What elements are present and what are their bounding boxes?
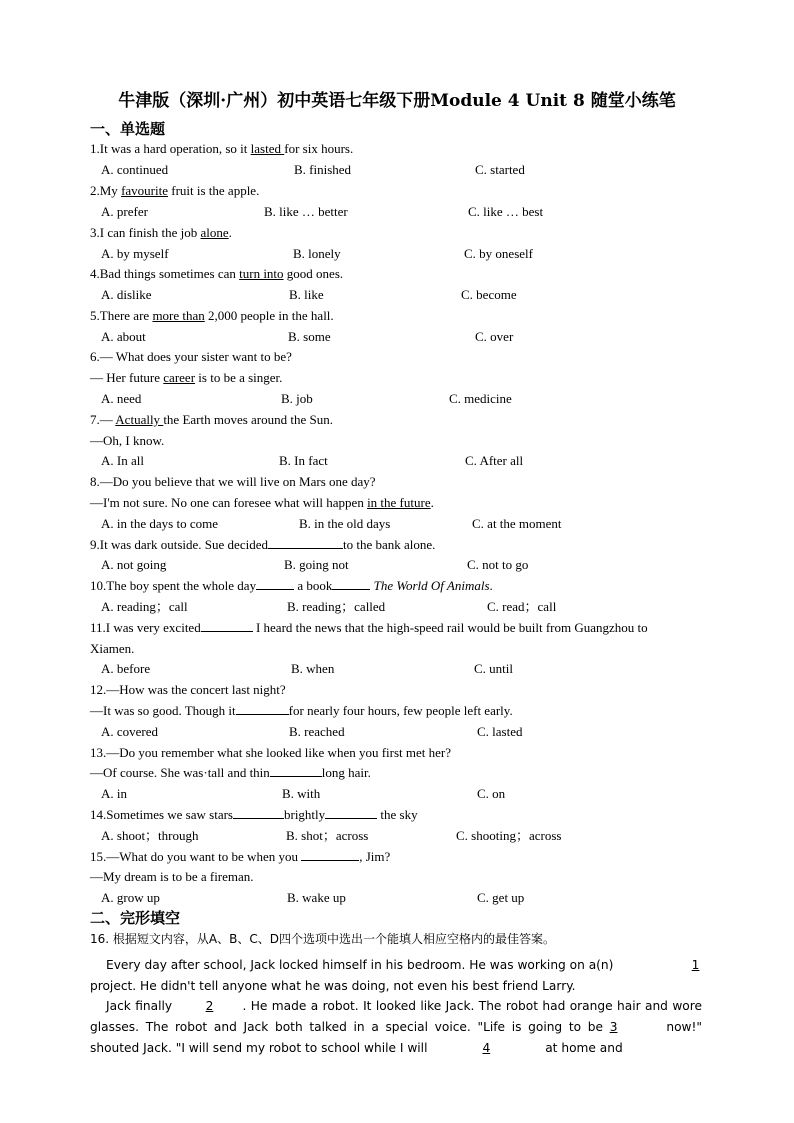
q6-option-a: A. need [101,391,142,406]
question-10: 10.The boy spent the whole day a book The World Of Animals. [90,578,493,593]
q3-option-b: B. lonely [293,246,341,261]
question-15: 15.—What do you want to be when you , Jim? [90,849,391,864]
q6-option-b: B. job [281,391,313,406]
q10-option-c: C. read；call [487,599,557,614]
answer-blank [270,765,322,777]
q1-option-a: A. continued [101,162,169,177]
q2-option-a: A. prefer [101,204,148,219]
cloze-line-1: Every day after school, Jack locked himself in his bedroom. He was working on a(n) 1 [106,958,700,972]
q10-option-a: A. reading；call [101,599,188,614]
q13-option-c: C. on [477,786,506,801]
q14-option-a: A. shoot；through [101,828,199,843]
question-9: 9.It was dark outside. Sue decided to the bank alone. [90,537,436,552]
q13-option-b: B. with [282,786,321,801]
q3-option-c: C. by oneself [464,246,533,261]
question-12: 12.—How was the concert last night? [90,682,286,697]
question-15-reply: —My dream is to be a fireman. [90,869,254,884]
q10-option-b: B. reading；called [287,599,386,614]
question-5: 5.There are more than 2,000 people in the hall. [90,308,334,323]
question-8-reply: —I'm not sure. No one can foresee what will happen in the future. [90,495,434,510]
q8-option-c: C. at the moment [472,516,562,531]
q4-option-c: C. become [461,287,517,302]
q15-option-c: C. get up [477,890,525,905]
q11-option-a: A. before [101,661,151,676]
cloze-line-2: project. He didn't tell anyone what he was doing, not even his best friend Larry. [90,979,576,993]
question-2: 2.My favourite fruit is the apple. [90,183,260,198]
q7-option-c: C. After all [465,453,524,468]
q9-option-b: B. going not [284,557,349,572]
q4-option-b: B. like [289,287,324,302]
q5-option-c: C. over [475,329,514,344]
q9-option-c: C. not to go [467,557,529,572]
q12-option-b: B. reached [289,724,345,739]
section-heading-cloze: 二、完形填空 [90,909,181,927]
q1-option-c: C. started [475,162,525,177]
q5-option-a: A. about [101,329,146,344]
q4-option-a: A. dislike [101,287,152,302]
q1-option-b: B. finished [294,162,352,177]
answer-blank [332,578,370,590]
q14-option-b: B. shot；across [286,828,369,843]
section-heading-single-choice: 一、单选题 [90,120,166,138]
question-7-reply: —Oh, I know. [90,433,165,448]
q5-option-b: B. some [288,329,331,344]
answer-blank [301,849,359,861]
q3-option-a: A. by myself [101,246,169,261]
q13-option-a: A. in [101,786,127,801]
question-11-cont: Xiamen. [90,641,135,656]
page-title: 牛津版（深圳·广州）初中英语七年级下册Module 4 Unit 8 随堂小练笔 [118,91,676,111]
q7-option-b: B. In fact [279,453,328,468]
answer-blank [233,807,284,819]
question-6: 6.— What does your sister want to be? [90,349,292,364]
q15-option-b: B. wake up [287,890,346,905]
question-7: 7.— Actually the Earth moves around the Sun. [90,412,333,427]
q11-option-b: B. when [291,661,335,676]
q15-option-a: A. grow up [101,890,160,905]
q2-option-b: B. like … better [264,204,348,219]
answer-blank [325,807,377,819]
question-12-reply: —It was so good. Though it for nearly four hours, few people left early. [90,703,513,718]
question-1: 1.It was a hard operation, so it lasted for six hours. [90,141,354,156]
question-11: 11.I was very excited I heard the news that the high-speed rail would be built from Guangzhou to [90,620,648,635]
answer-blank [268,537,343,549]
question-14: 14.Sometimes we saw stars brightly the sky [90,807,418,822]
question-13-reply: —Of course. She was·tall and thin long hair. [90,765,371,780]
cloze-instruction: 16. 根据短文内容，从A、B、C、D四个选项中选出一个能填人相应空格内的最佳答案。 [90,932,555,946]
q12-option-a: A. covered [101,724,159,739]
question-6-reply: — Her future career is to be a singer. [90,370,283,385]
q8-option-b: B. in the old days [299,516,391,531]
answer-blank [201,620,253,632]
question-13: 13.—Do you remember what she looked like when you first met her? [90,745,452,760]
q6-option-c: C. medicine [449,391,512,406]
q14-option-c: C. shooting；across [456,828,562,843]
answer-blank [236,703,289,715]
cloze-paragraph-2: Jack finally 2 . He made a robot. It looked like Jack. The robot had orange hair and wore glasses. The robot and Jack both talked in a special voice. "Life is going to be 3 now!" shouted Jack. "I will send my robot to school while I will 4 at home and [90,999,703,1055]
q2-option-c: C. like … best [468,204,544,219]
question-4: 4.Bad things sometimes can turn into good ones. [90,266,344,281]
q11-option-c: C. until [474,661,514,676]
answer-blank [256,578,294,590]
q12-option-c: C. lasted [477,724,523,739]
q9-option-a: A. not going [101,557,167,572]
question-3: 3.I can finish the job alone. [90,225,232,240]
q7-option-a: A. In all [101,453,144,468]
question-8: 8.—Do you believe that we will live on Mars one day? [90,474,376,489]
q8-option-a: A. in the days to come [101,516,218,531]
